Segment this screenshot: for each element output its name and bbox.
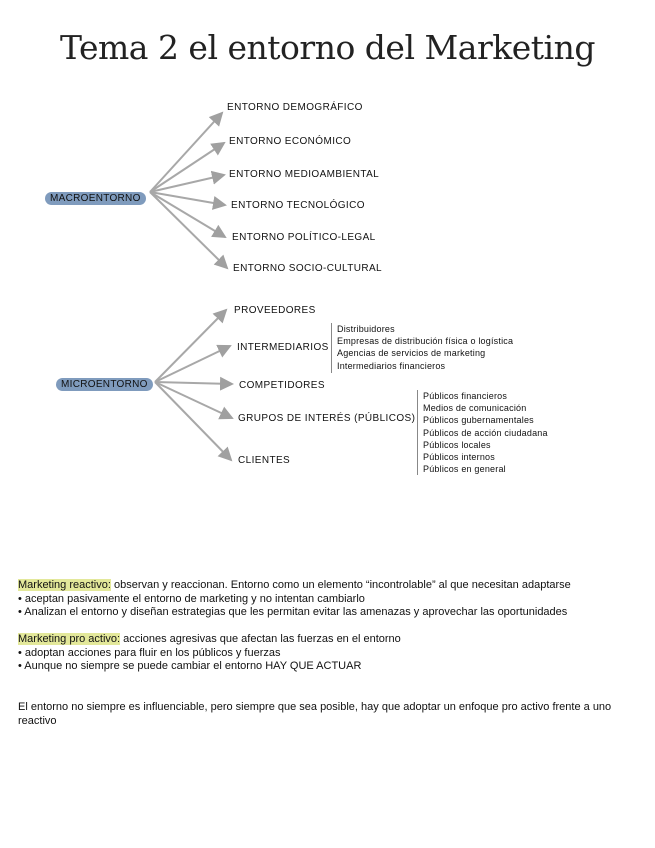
publicos-bracket — [417, 390, 418, 475]
conclusion-paragraph: El entorno no siempre es influenciable, pero siempre que sea posible, hay que adoptar un enfoque pro activo frente a uno reactivo — [18, 701, 612, 727]
sub-publicos-financieros: Públicos financieros — [423, 391, 508, 401]
micro-item-grupos-interes: GRUPOS DE INTERÉS (PÚBLICOS) — [238, 413, 416, 424]
intermediarios-sublist — [337, 323, 513, 372]
sub-medios-comunicacion: Medios de comunicación — [423, 403, 527, 414]
reactivo-bullet-1: • aceptan pasivamente el entorno de marketing y no intentan cambiarlo — [18, 592, 365, 605]
sub-empresas-distribucion: Empresas de distribución física o logística — [337, 336, 514, 347]
reactivo-text: observan y reaccionan. Entorno como un elemento “incontrolable” al que necesitan adaptarse — [110, 579, 571, 591]
macro-item-medioambiental: ENTORNO MEDIOAMBIENTAL — [229, 169, 380, 180]
macro-item-economico: ENTORNO ECONÓMICO — [229, 136, 352, 147]
arrow-clientes — [155, 382, 231, 460]
sub-publicos-gubernamentales: Públicos gubernamentales — [423, 415, 534, 426]
sub-publicos-internos: Públicos internos — [423, 452, 495, 463]
macro-item-socio-cultural: ENTORNO SOCIO-CULTURAL — [233, 263, 383, 274]
sub-publicos-en-general: Públicos en general — [423, 464, 506, 475]
micro-item-clientes: CLIENTES — [238, 455, 291, 466]
arrow-competidores — [155, 382, 232, 384]
reactivo-bullet-2: • Analizan el entorno y diseñan estrategias que les permitan evitar las amenazas y aprovechar las oportunidades — [18, 606, 568, 618]
sub-distribuidores: Distribuidores — [337, 324, 395, 334]
proactivo-section — [18, 633, 638, 674]
reactivo-section — [18, 579, 638, 620]
macro-item-tecnologico: ENTORNO TECNOLÓGICO — [231, 200, 365, 211]
proactivo-bullet-1: • adoptan acciones para fluir en los públicos y fuerzas — [18, 646, 281, 659]
publicos-sublist — [423, 390, 548, 475]
micro-item-competidores: COMPETIDORES — [239, 380, 325, 391]
micro-item-proveedores: PROVEEDORES — [234, 305, 316, 316]
page-title: Tema 2 el entorno del Marketing — [60, 28, 595, 67]
arrow-grupos — [155, 382, 232, 418]
arrow-intermediarios — [155, 346, 230, 382]
sub-publicos-locales: Públicos locales — [423, 439, 491, 450]
sub-agencias: Agencias de servicios de marketing — [337, 348, 486, 359]
proactivo-bullet-2: • Aunque no siempre se puede cambiar el entorno HAY QUE ACTUAR — [18, 660, 362, 672]
intermediarios-bracket — [331, 323, 332, 373]
arrow-proveedores — [155, 310, 226, 382]
macro-item-politico-legal: ENTORNO POLÍTICO-LEGAL — [232, 232, 376, 243]
sub-publicos-accion-ciudadana: Públicos de acción ciudadana — [423, 427, 548, 438]
proactivo-term: Marketing pro activo: — [18, 633, 121, 645]
sub-intermediarios-financieros: Intermediarios financieros — [337, 360, 446, 371]
reactivo-term: Marketing reactivo: — [18, 579, 111, 591]
microentorno-node: MICROENTORNO — [56, 378, 153, 391]
macro-item-demografico: ENTORNO DEMOGRÁFICO — [227, 102, 363, 113]
micro-item-intermediarios: INTERMEDIARIOS — [237, 342, 329, 353]
macroentorno-node: MACROENTORNO — [45, 192, 146, 205]
proactivo-text: acciones agresivas que afectan las fuerzas en el entorno — [120, 633, 401, 645]
